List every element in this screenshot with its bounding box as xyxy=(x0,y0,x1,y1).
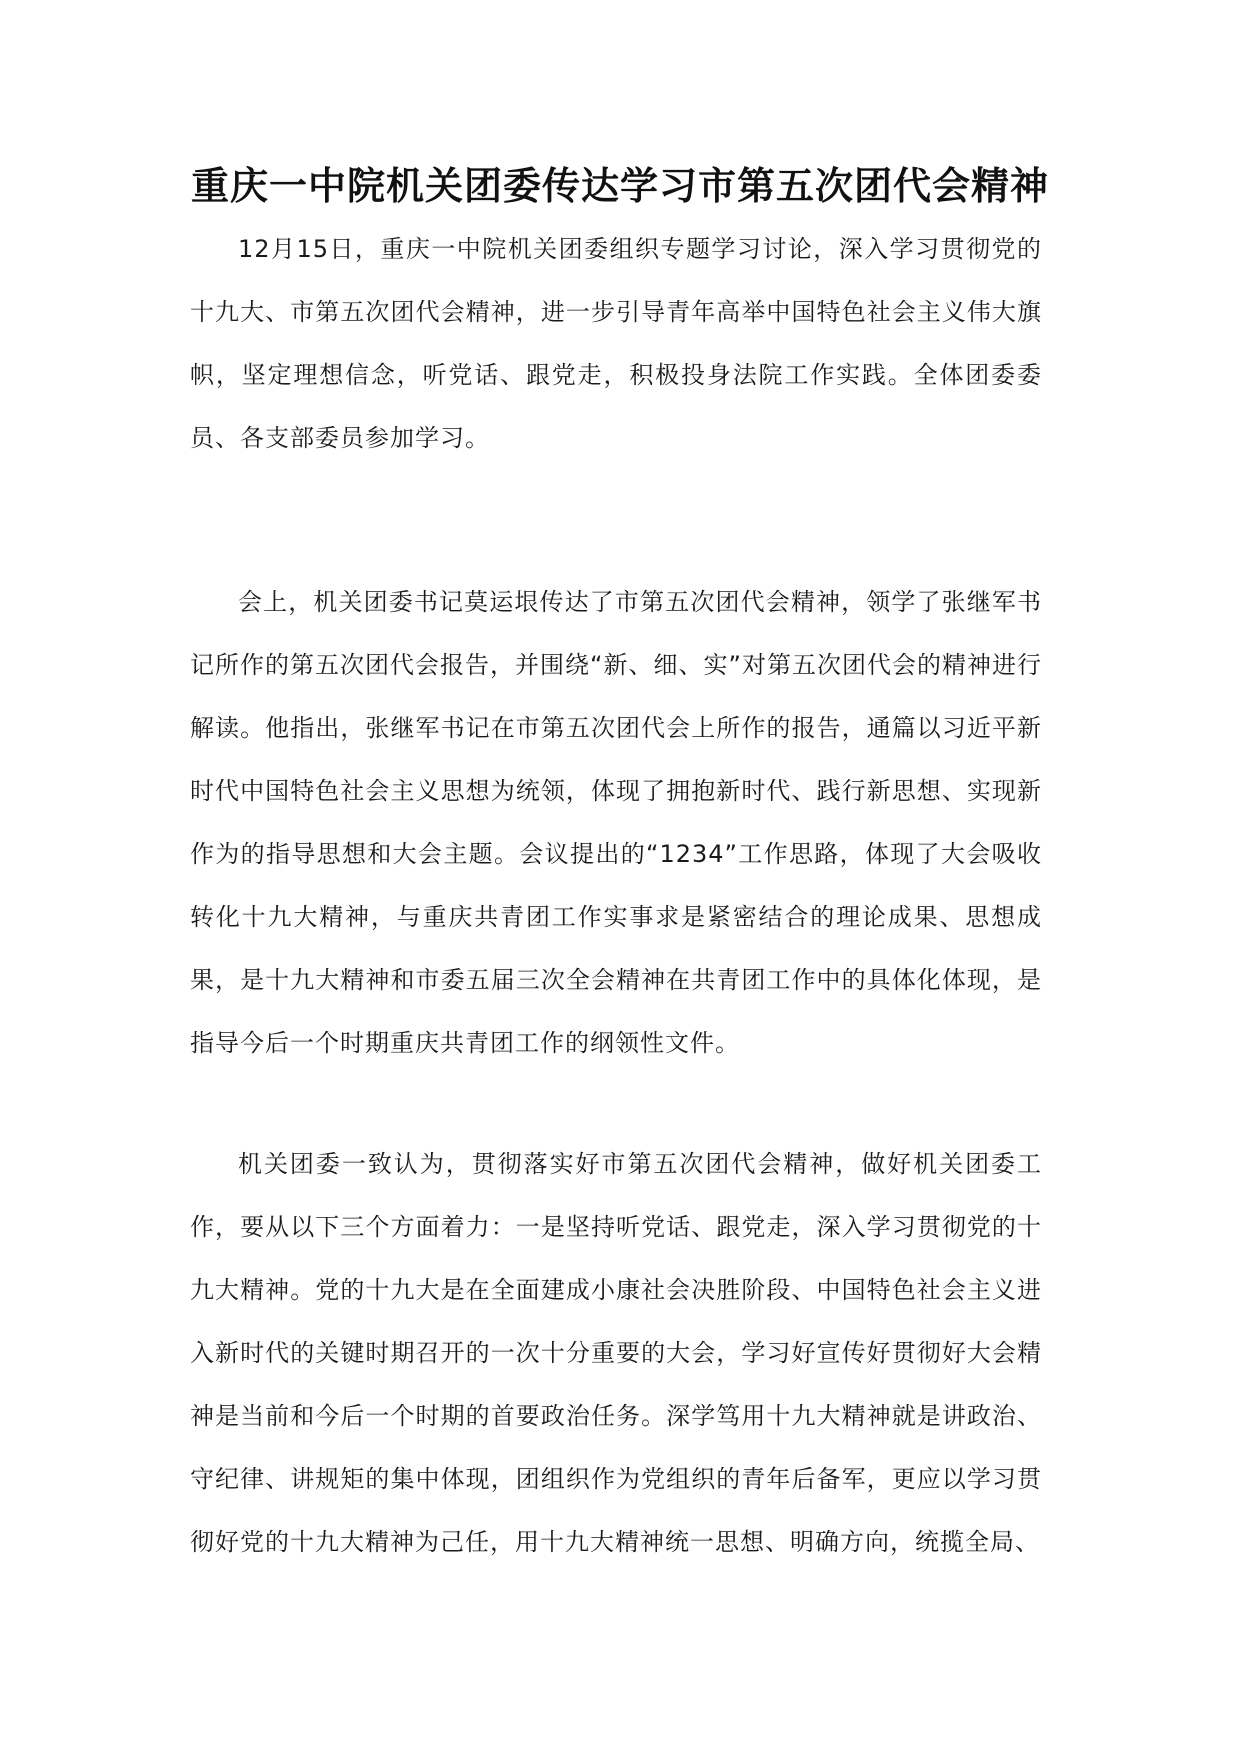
document-title: 重庆一中院机关团委传达学习市第五次团代会精神 xyxy=(190,163,1049,208)
paragraph-1: 12月15日，重庆一中院机关团委组织专题学习讨论，深入学习贯彻党的十九大、市第五次团代会精神，进一步引导青年高举中国特色社会主义伟大旗帜，坚定理想信念，听党话、跟党走，积极投身法院工作实践。全体团委委员、各支部委员参加学习。 xyxy=(190,235,1042,452)
paragraph-3: 机关团委一致认为，贯彻落实好市第五次团代会精神，做好机关团委工作，要从以下三个方面着力：一是坚持听党话、跟党走，深入学习贯彻党的十九大精神。党的十九大是在全面建成小康社会决胜阶段、中国特色社会主义进入新时代的关键时期召开的一次十分重要的大会，学习好宣传好贯彻好大会精神是当前和今后一个时期的首要政治任务。深学笃用十九大精神就是讲政治、守纪律、讲规矩的集中体现，团组织作为党组织的青年后备军，更应以学习贯彻好党的十九大精神为己任，用十九大精神统一思想、明确方向，统揽全局、 xyxy=(190,1150,1042,1556)
paragraph-2: 会上，机关团委书记莫运垠传达了市第五次团代会精神，领学了张继军书记所作的第五次团代会报告，并围绕“新、细、实”对第五次团代会的精神进行解读。他指出，张继军书记在市第五次团代会上所作的报告，通篇以习近平新时代中国特色社会主义思想为统领，体现了拥抱新时代、践行新思想、实现新作为的指导思想和大会主题。会议提出的“1234”工作思路，体现了大会吸收转化十九大精神，与重庆共青团工作实事求是紧密结合的理论成果、思想成果，是十九大精神和市委五届三次全会精神在共青团工作中的具体化体现，是指导今后一个时期重庆共青团工作的纲领性文件。 xyxy=(190,588,1042,1057)
